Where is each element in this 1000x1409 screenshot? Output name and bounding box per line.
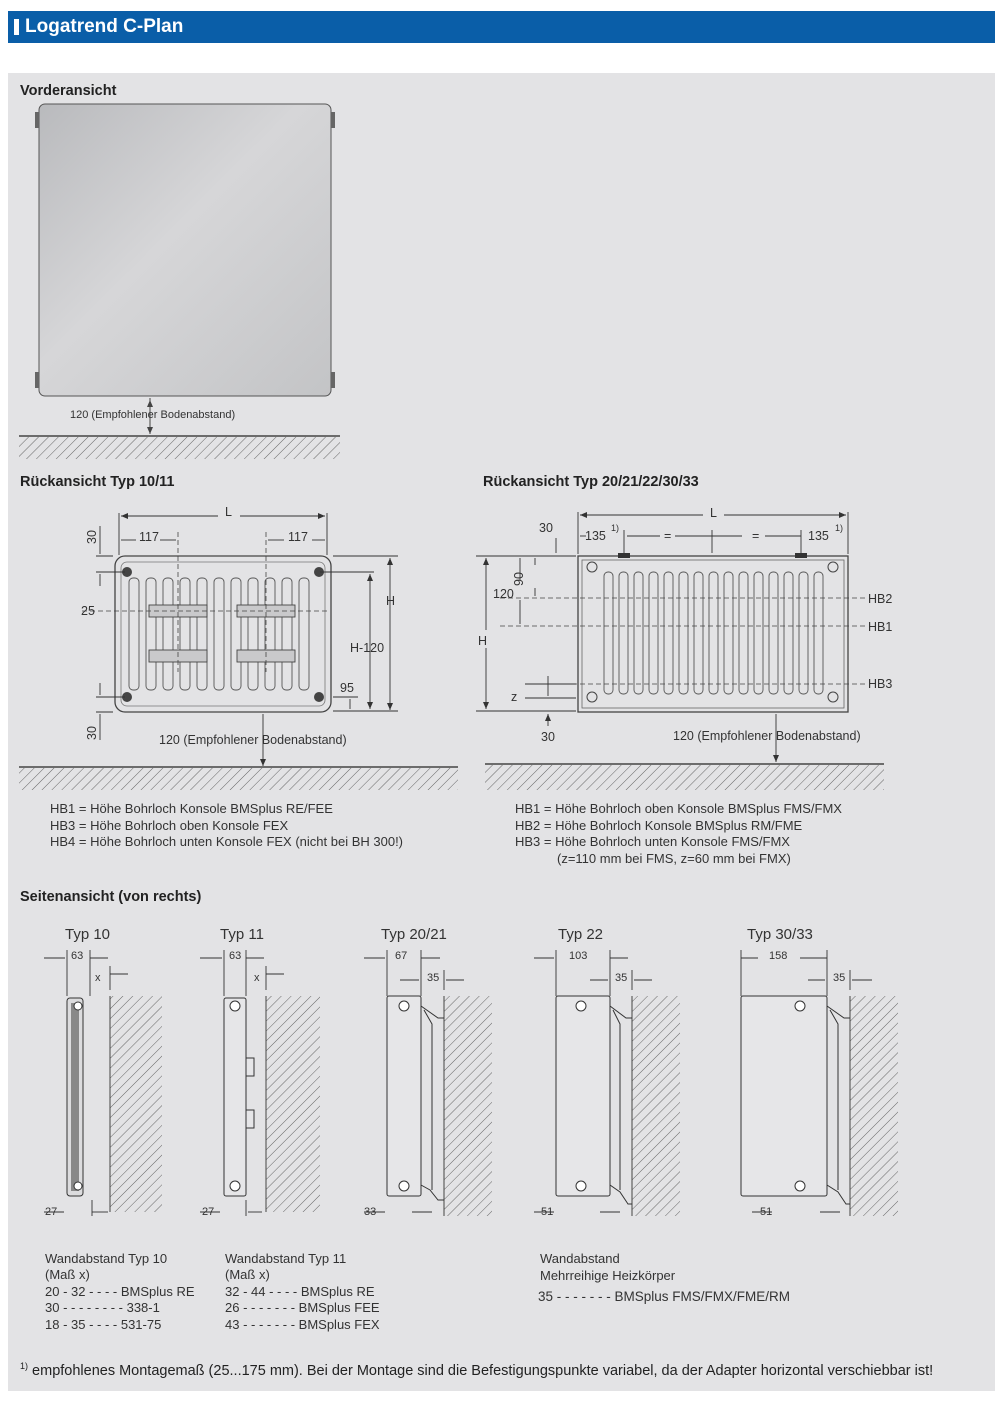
legend-line: HB1 = Höhe Bohrloch oben Konsole BMSplus FMS/FMX (515, 801, 842, 816)
label-HB3: HB3 (868, 677, 893, 691)
legend-line: 43 - - - - - - - BMSplus FEX (225, 1317, 380, 1332)
legend-line: HB4 = Höhe Bohrloch unten Konsole FEX (nicht bei BH 300!) (50, 834, 404, 849)
side-view-heading: Seitenansicht (von rechts) (20, 889, 202, 905)
side-gap: x (95, 972, 101, 984)
label-HB1: HB1 (868, 620, 893, 634)
dim-H-120: H-120 (350, 641, 385, 655)
front-view-radiator (35, 104, 335, 396)
side-bottom: 51 (760, 1206, 773, 1218)
rear-view-20-33 (476, 512, 866, 762)
side-width: 63 (229, 950, 242, 962)
dim-30-bottom-2: 30 (541, 730, 555, 744)
rear-1011-floor-label: 120 (Empfohlener Bodenabstand) (159, 733, 347, 747)
legend-line: (Maß x) (45, 1267, 90, 1282)
side-bottom: 27 (202, 1206, 215, 1218)
dim-30-top: 30 (84, 530, 99, 544)
type-label: Typ 22 (558, 926, 604, 943)
legend-line: 32 - 44 - - - - BMSplus RE (225, 1284, 375, 1299)
side-width: 158 (769, 950, 788, 962)
rear-floor-left (19, 767, 458, 790)
rear-2033-floor-label: 120 (Empfohlener Bodenabstand) (673, 729, 861, 743)
legend-line: HB1 = Höhe Bohrloch Konsole BMSplus RE/FEE (50, 801, 333, 816)
legend-line: Mehrreihige Heizkörper (540, 1268, 676, 1283)
side-radiator-typ22 (556, 996, 632, 1204)
legend-line: Wandabstand (540, 1251, 620, 1266)
side-bottom: 27 (45, 1206, 58, 1218)
side-width: 63 (71, 950, 84, 962)
dim-30-2: 30 (539, 521, 553, 535)
dim-H-2: H (478, 634, 488, 648)
dim-135-left: 135 (585, 529, 606, 543)
side-radiator-typ10 (67, 998, 83, 1196)
side-radiator-typ11 (224, 998, 254, 1196)
front-floor (19, 398, 340, 459)
dim-25: 25 (81, 604, 95, 618)
dim-90: 90 (511, 572, 526, 586)
side-width: 67 (395, 950, 408, 962)
dim-120: 120 (493, 587, 514, 601)
legend-line: HB2 = Höhe Bohrloch Konsole BMSplus RM/FME (515, 818, 803, 833)
page-title: Logatrend C-Plan (25, 16, 184, 37)
type-label: Typ 20/21 (381, 926, 447, 943)
side-width: 103 (569, 950, 588, 962)
label-HB2: HB2 (868, 592, 893, 606)
legend-line: 26 - - - - - - - BMSplus FEE (225, 1300, 380, 1315)
type-label: Typ 10 (65, 926, 111, 943)
dim-30-bottom: 30 (84, 726, 99, 740)
rear-floor-right (485, 764, 884, 790)
dim-117-right: 117 (288, 530, 308, 544)
dim-L-2: L (710, 506, 717, 520)
dim-H: H (386, 594, 396, 608)
side-bottom: 33 (364, 1206, 377, 1218)
dim-equal-2: = (752, 529, 760, 543)
legend-line: (Maß x) (225, 1267, 270, 1282)
front-view-heading: Vorderansicht (20, 83, 117, 99)
legend-line: Wandabstand Typ 11 (225, 1251, 347, 1266)
dim-L: L (225, 505, 232, 519)
dim-95: 95 (340, 681, 354, 695)
footnote (20, 1361, 933, 1379)
legend-line: Wandabstand Typ 10 (45, 1251, 168, 1266)
legend-line: (z=110 mm bei FMS, z=60 mm bei FMX) (557, 851, 791, 866)
type-label: Typ 11 (220, 926, 264, 943)
side-radiator-typ3033 (741, 996, 850, 1204)
legend-line: HB3 = Höhe Bohrloch unten Konsole FMS/FMX (515, 834, 790, 849)
type-label: Typ 30/33 (747, 926, 813, 943)
side-gap: 35 (427, 972, 440, 984)
front-floor-label: 120 (Empfohlener Bodenabstand) (70, 409, 236, 421)
dim-135-right: 135 (808, 529, 829, 543)
legend-line: 30 - - - - - - - - 338-1 (45, 1300, 160, 1315)
rear-view-10-11 (82, 513, 398, 766)
legend-line: 18 - 35 - - - - 531-75 (45, 1317, 162, 1332)
rear-1011-heading: Rückansicht Typ 10/11 (20, 474, 175, 490)
dim-117-left: 117 (139, 530, 159, 544)
footnote-mark: 1) (20, 1361, 29, 1371)
legend-line: 35 - - - - - - - BMSplus FMS/FMX/FME/RM (538, 1289, 790, 1304)
side-gap: x (254, 972, 260, 984)
side-radiator-typ2021 (387, 996, 444, 1200)
legend-line: HB3 = Höhe Bohrloch oben Konsole FEX (50, 818, 289, 833)
side-bottom: 51 (541, 1206, 554, 1218)
footnote-ref-2: 1) (835, 523, 844, 533)
side-gap: 35 (615, 972, 628, 984)
footnote-text: empfohlenes Montagemaß (25...175 mm). Bei der Montage sind die Befestigungspunkte variabel, da der Adapter horizontal verschiebbar ist! (32, 1362, 934, 1379)
rear-2033-heading: Rückansicht Typ 20/21/22/30/33 (483, 474, 699, 490)
footnote-ref-1: 1) (611, 523, 620, 533)
legend-line: 20 - 32 - - - - BMSplus RE (45, 1284, 195, 1299)
dim-z: z (511, 690, 518, 704)
dim-equal-1: = (664, 529, 672, 543)
side-gap: 35 (833, 972, 846, 984)
